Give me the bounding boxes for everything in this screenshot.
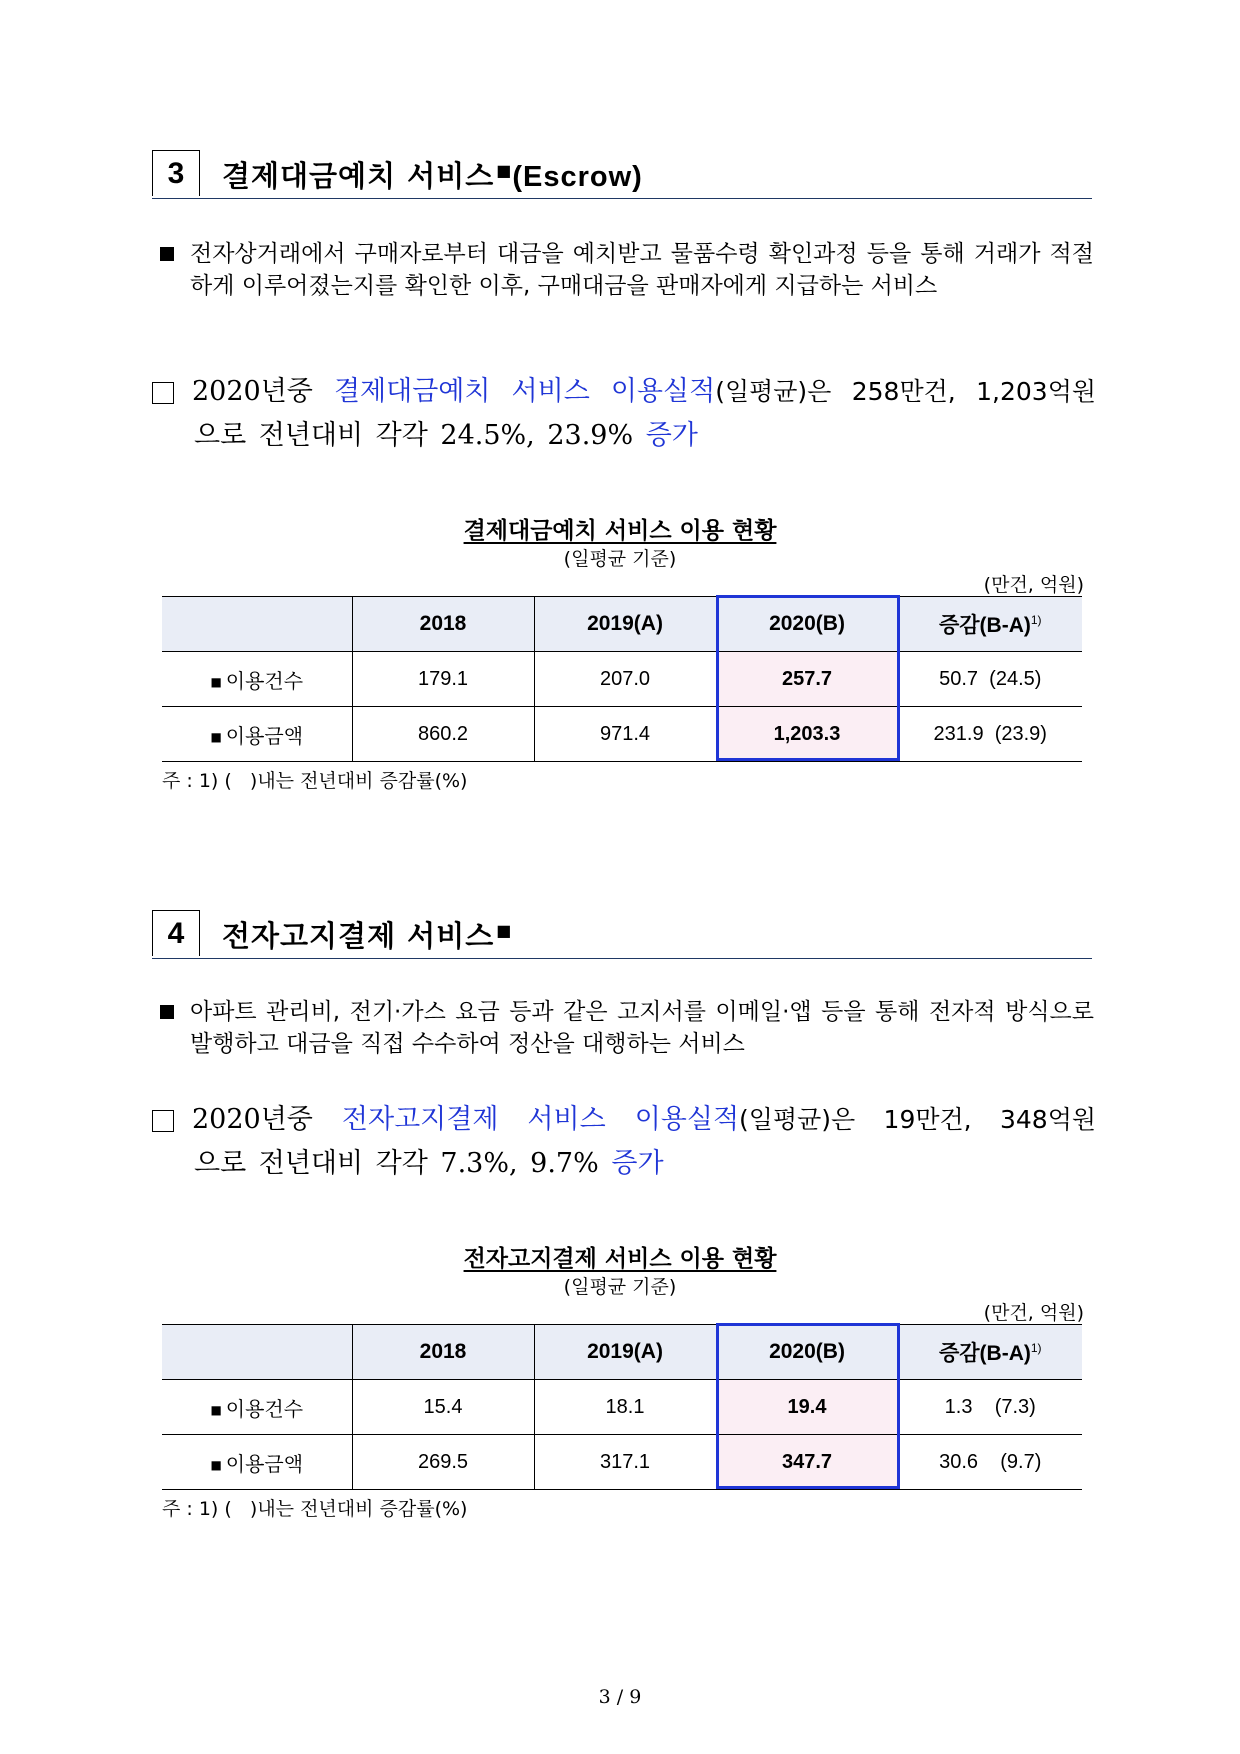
data-table [162,596,1082,762]
table-title: 전자고지결제 서비스 이용 현황 [463,1246,777,1272]
table-header-row: 2018 2019(A) 2020(B) 증감$(B-A)^{1)}$ [162,1325,1082,1380]
section-number: 4 [152,910,200,956]
section-header [152,910,1092,959]
section-title: 전자고지결제 서비스 ■ [222,919,513,953]
checkbox-square-icon [152,382,174,404]
table-header-row: 2018 2019(A) 2020(B) 증감$(B-A)^{1)}$ [162,597,1082,652]
square-bullet-icon [160,1005,174,1019]
highlight-text: 전자고지결제 서비스 이용실적 [341,1104,740,1135]
table-row: ■ 이용금액 269.5 317.1 347.7 30.6 (9.7) [162,1435,1082,1490]
table-title: 결제대금예치 서비스 이용 현황 [463,518,777,544]
highlight-text: 증가 [611,1148,664,1179]
table-unit: (만건, 억원) [983,574,1084,596]
data-table [162,1324,1082,1490]
table-row: ■ 이용건수 179.1 207.0 257.7 50.7 (24.5) [162,652,1082,707]
table-footnote: 주 : 1) ( )내는 전년대비 증감률(%) [162,770,468,792]
table-row: ■ 이용금액 860.2 971.4 1,203.3 231.9 (23.9) [162,707,1082,762]
section-number: 3 [152,150,200,196]
page-number: 3 / 9 [598,1686,642,1708]
table-row: ■ 이용건수 15.4 18.1 19.4 1.3 (7.3) [162,1380,1082,1435]
section-title: 결제대금예치 서비스 ■(Escrow) [222,159,643,193]
section-header [152,150,1092,199]
checkbox-square-icon [152,1110,174,1132]
table-subtitle: (일평균 기준) [563,548,677,570]
square-bullet-icon [160,247,174,261]
highlight-text: 결제대금예치 서비스 이용실적 [333,376,716,407]
highlight-text: 증가 [645,420,698,451]
table-unit: (만건, 억원) [983,1302,1084,1324]
table-subtitle: (일평균 기준) [563,1276,677,1298]
table-footnote: 주 : 1) ( )내는 전년대비 증감률(%) [162,1498,468,1520]
